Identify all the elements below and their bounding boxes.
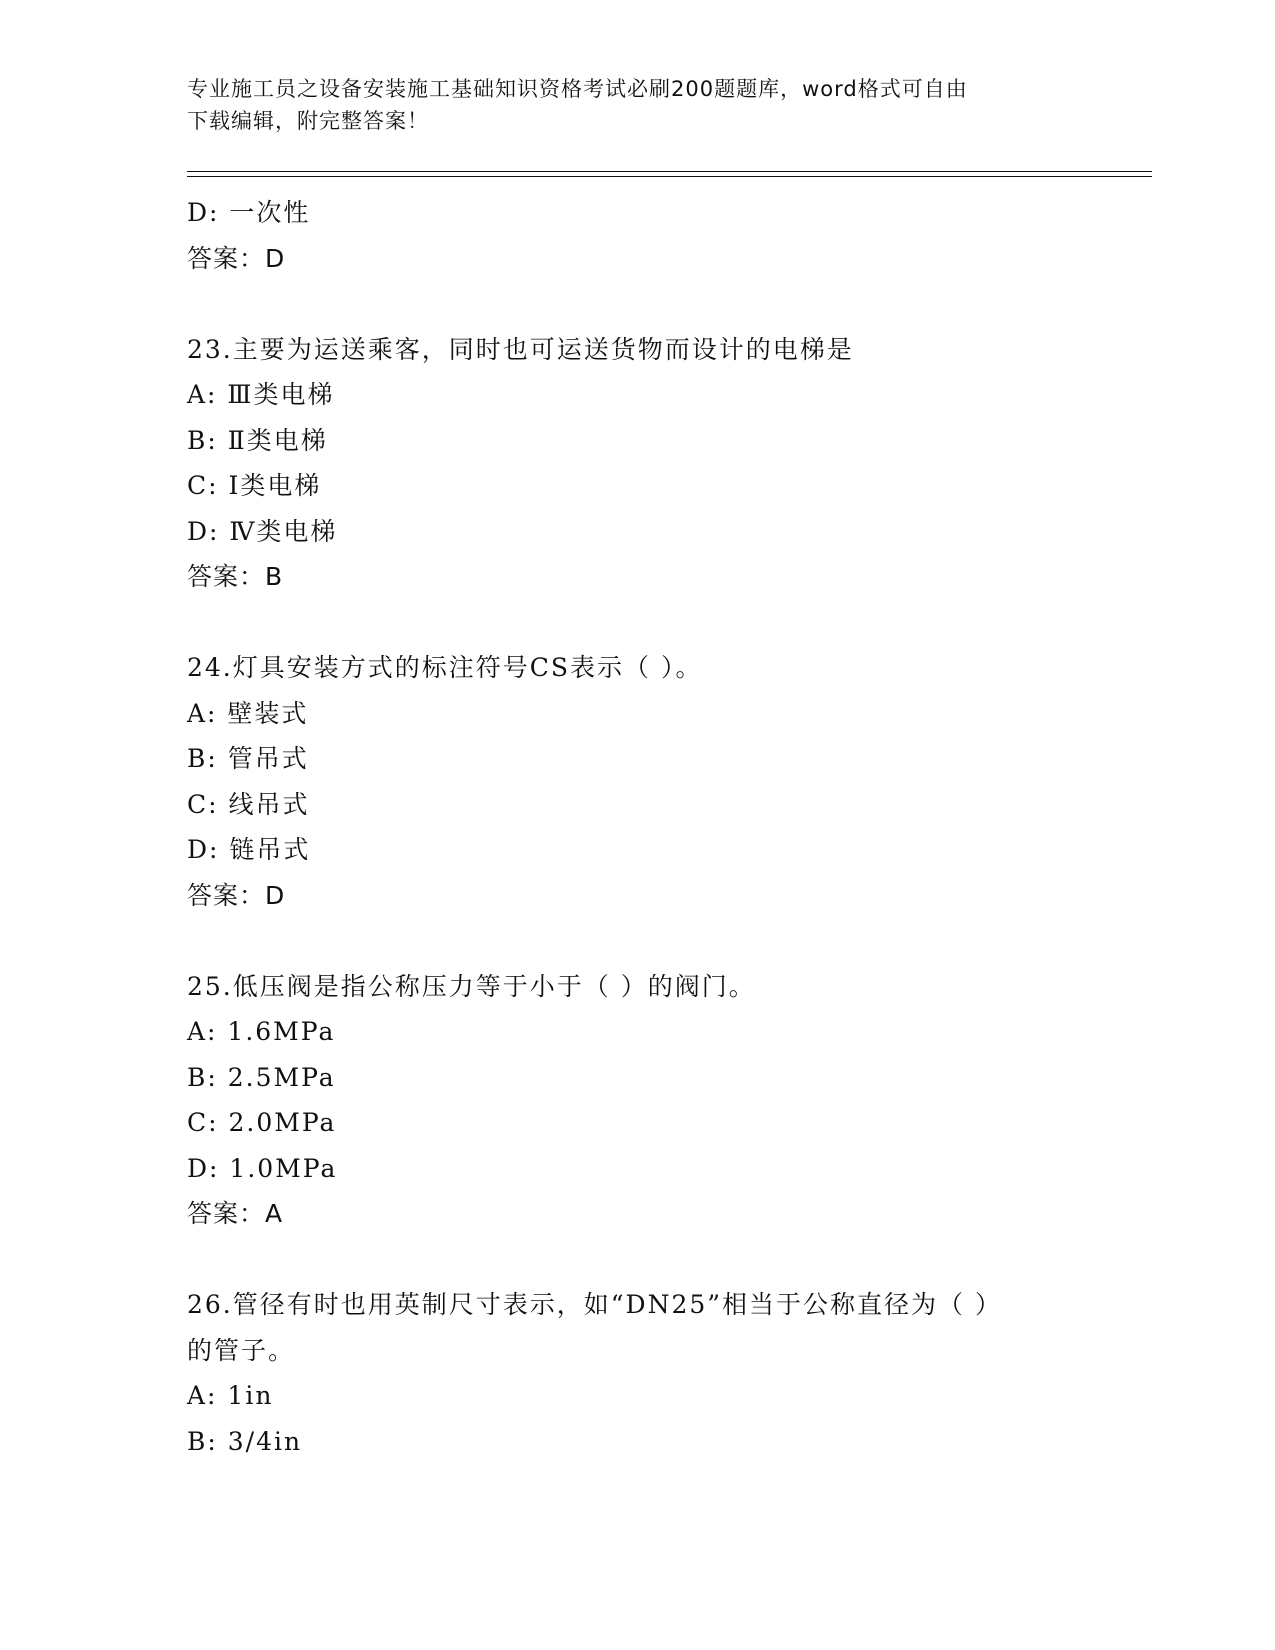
question-stem: 24.灯具安装方式的标注符号CS表示（ ）。 — [187, 653, 703, 682]
document-header — [187, 73, 1067, 137]
question-stem: 23.主要为运送乘客，同时也可运送货物而设计的电梯是 — [187, 334, 854, 364]
option-b: B: 管吊式 — [187, 744, 309, 773]
option-b: B: Ⅱ类电梯 — [187, 425, 328, 455]
answer-line: 答案：B — [187, 562, 284, 591]
spacer — [187, 1237, 1087, 1283]
option-b: B: 2.5MPa — [187, 1062, 336, 1092]
spacer — [187, 600, 1087, 646]
question-content — [187, 190, 1087, 1464]
option-d: D: 一次性 — [187, 198, 311, 227]
header-divider-top — [187, 171, 1152, 172]
option-a: A: 壁装式 — [187, 698, 309, 728]
option-c: C: Ⅰ类电梯 — [187, 471, 322, 500]
question-stem-line-2: 的管子。 — [187, 1335, 296, 1365]
spacer — [187, 918, 1087, 964]
option-a: A: 1.6MPa — [187, 1017, 336, 1046]
option-a: A: 1in — [187, 1381, 274, 1410]
question-26 — [187, 1282, 1087, 1464]
option-d: D: Ⅳ类电梯 — [187, 516, 338, 546]
previous-question-tail — [187, 190, 1087, 281]
question-23 — [187, 327, 1087, 600]
question-stem-line-1: 26.管径有时也用英制尺寸表示，如“DN25”相当于公称直径为（ ） — [187, 1290, 1002, 1319]
answer-line: 答案：D — [187, 880, 286, 910]
header-title-line-2: 下载编辑，附完整答案！ — [187, 109, 429, 133]
header-divider-bottom — [187, 176, 1152, 177]
answer-line: 答案：D — [187, 243, 286, 273]
option-a: A: Ⅲ类电梯 — [187, 380, 335, 409]
option-c: C: 2.0MPa — [187, 1108, 337, 1137]
option-b: B: 3/4in — [187, 1426, 303, 1456]
question-stem: 25.低压阀是指公称压力等于小于（ ）的阀门。 — [187, 971, 756, 1001]
header-title-line-1: 专业施工员之设备安装施工基础知识资格考试必刷200题题库，word格式可自由 — [187, 77, 968, 101]
answer-line: 答案：A — [187, 1199, 284, 1228]
spacer — [187, 281, 1087, 327]
question-24 — [187, 645, 1087, 918]
option-d: D: 链吊式 — [187, 835, 311, 864]
option-d: D: 1.0MPa — [187, 1153, 338, 1183]
option-c: C: 线吊式 — [187, 789, 310, 819]
question-25 — [187, 964, 1087, 1237]
